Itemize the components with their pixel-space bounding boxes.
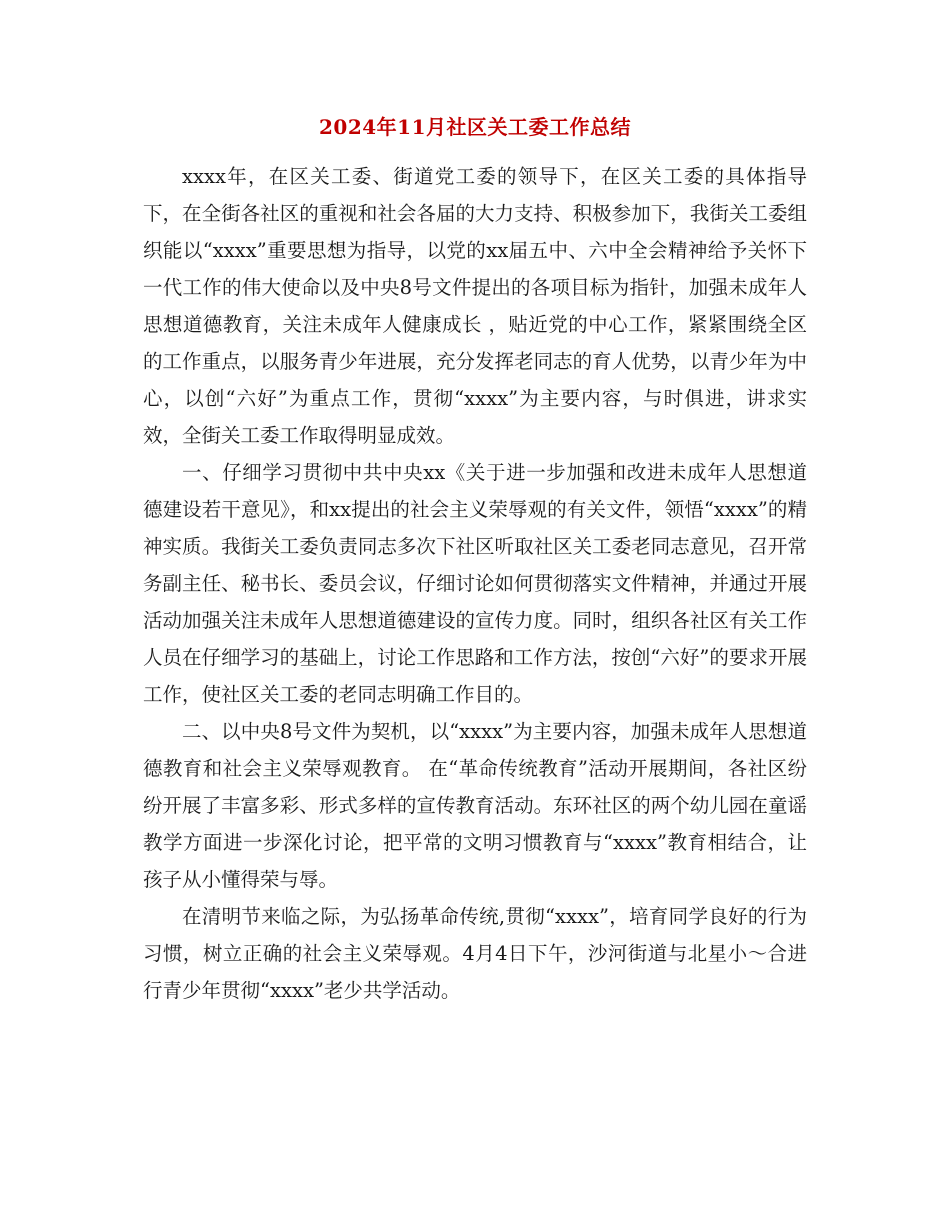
document-title: 2024年11月社区关工委工作总结	[319, 115, 631, 139]
paragraph-intro: xxxx年，在区关工委、街道党工委的领导下，在区关工委的具体指导下，在全街各社区的重视和社会各届的大力支持、积极参加下，我街关工委组织能以“xxxx”重要思想为指导，以党的xx届五中、六中全会精神给予关怀下一代工作的伟大使命以及中央8号文件提出的各项目标为指针，加强未成年人思想道德教育，关注未成年人健康成长 ，贴近党的中心工作，紧紧围绕全区的工作重点，以服务青少年进展，充分发挥老同志的育人优势，以青少年为中心，以创“六好”为重点工作，贯彻“xxxx”为主要内容，与时俱进，讲求实效，全街关工委工作取得明显成效。	[143, 165, 807, 447]
paragraph-section-2: 二、以中央8号文件为契机，以“xxxx”为主要内容，加强未成年人思想道德教育和社会主义荣辱观教育。 在“革命传统教育”活动开展期间，各社区纷纷开展了丰富多彩、形式多样的宣传教育活动。东环社区的两个幼儿园在童谣教学方面进一步深化讨论，把平常的文明习惯教育与“xxxx”教育相结合，让孩子从小懂得荣与辱。	[143, 720, 807, 891]
document-body	[143, 158, 807, 1009]
paragraph-qingming: 在清明节来临之际，为弘扬革命传统,贯彻“xxxx”，培育同学良好的行为习惯，树立正确的社会主义荣辱观。4月4日下午，沙河街道与北星小～合进行青少年贯彻“xxxx”老少共学活动。	[143, 905, 807, 1002]
paragraph-section-1: 一、仔细学习贯彻中共中央xx《关于进一步加强和改进未成年人思想道德建设若干意见》，和xx提出的社会主义荣辱观的有关文件，领悟“xxxx”的精神实质。我街关工委负责同志多次下社区听取社区关工委老同志意见，召开常务副主任、秘书长、委员会议，仔细讨论如何贯彻落实文件精神，并通过开展活动加强关注未成年人思想道德建设的宣传力度。同时，组织各社区有关工作人员在仔细学习的基础上，讨论工作思路和工作方法，按创“六好”的要求开展工作，使社区关工委的老同志明确工作目的。	[143, 461, 807, 706]
